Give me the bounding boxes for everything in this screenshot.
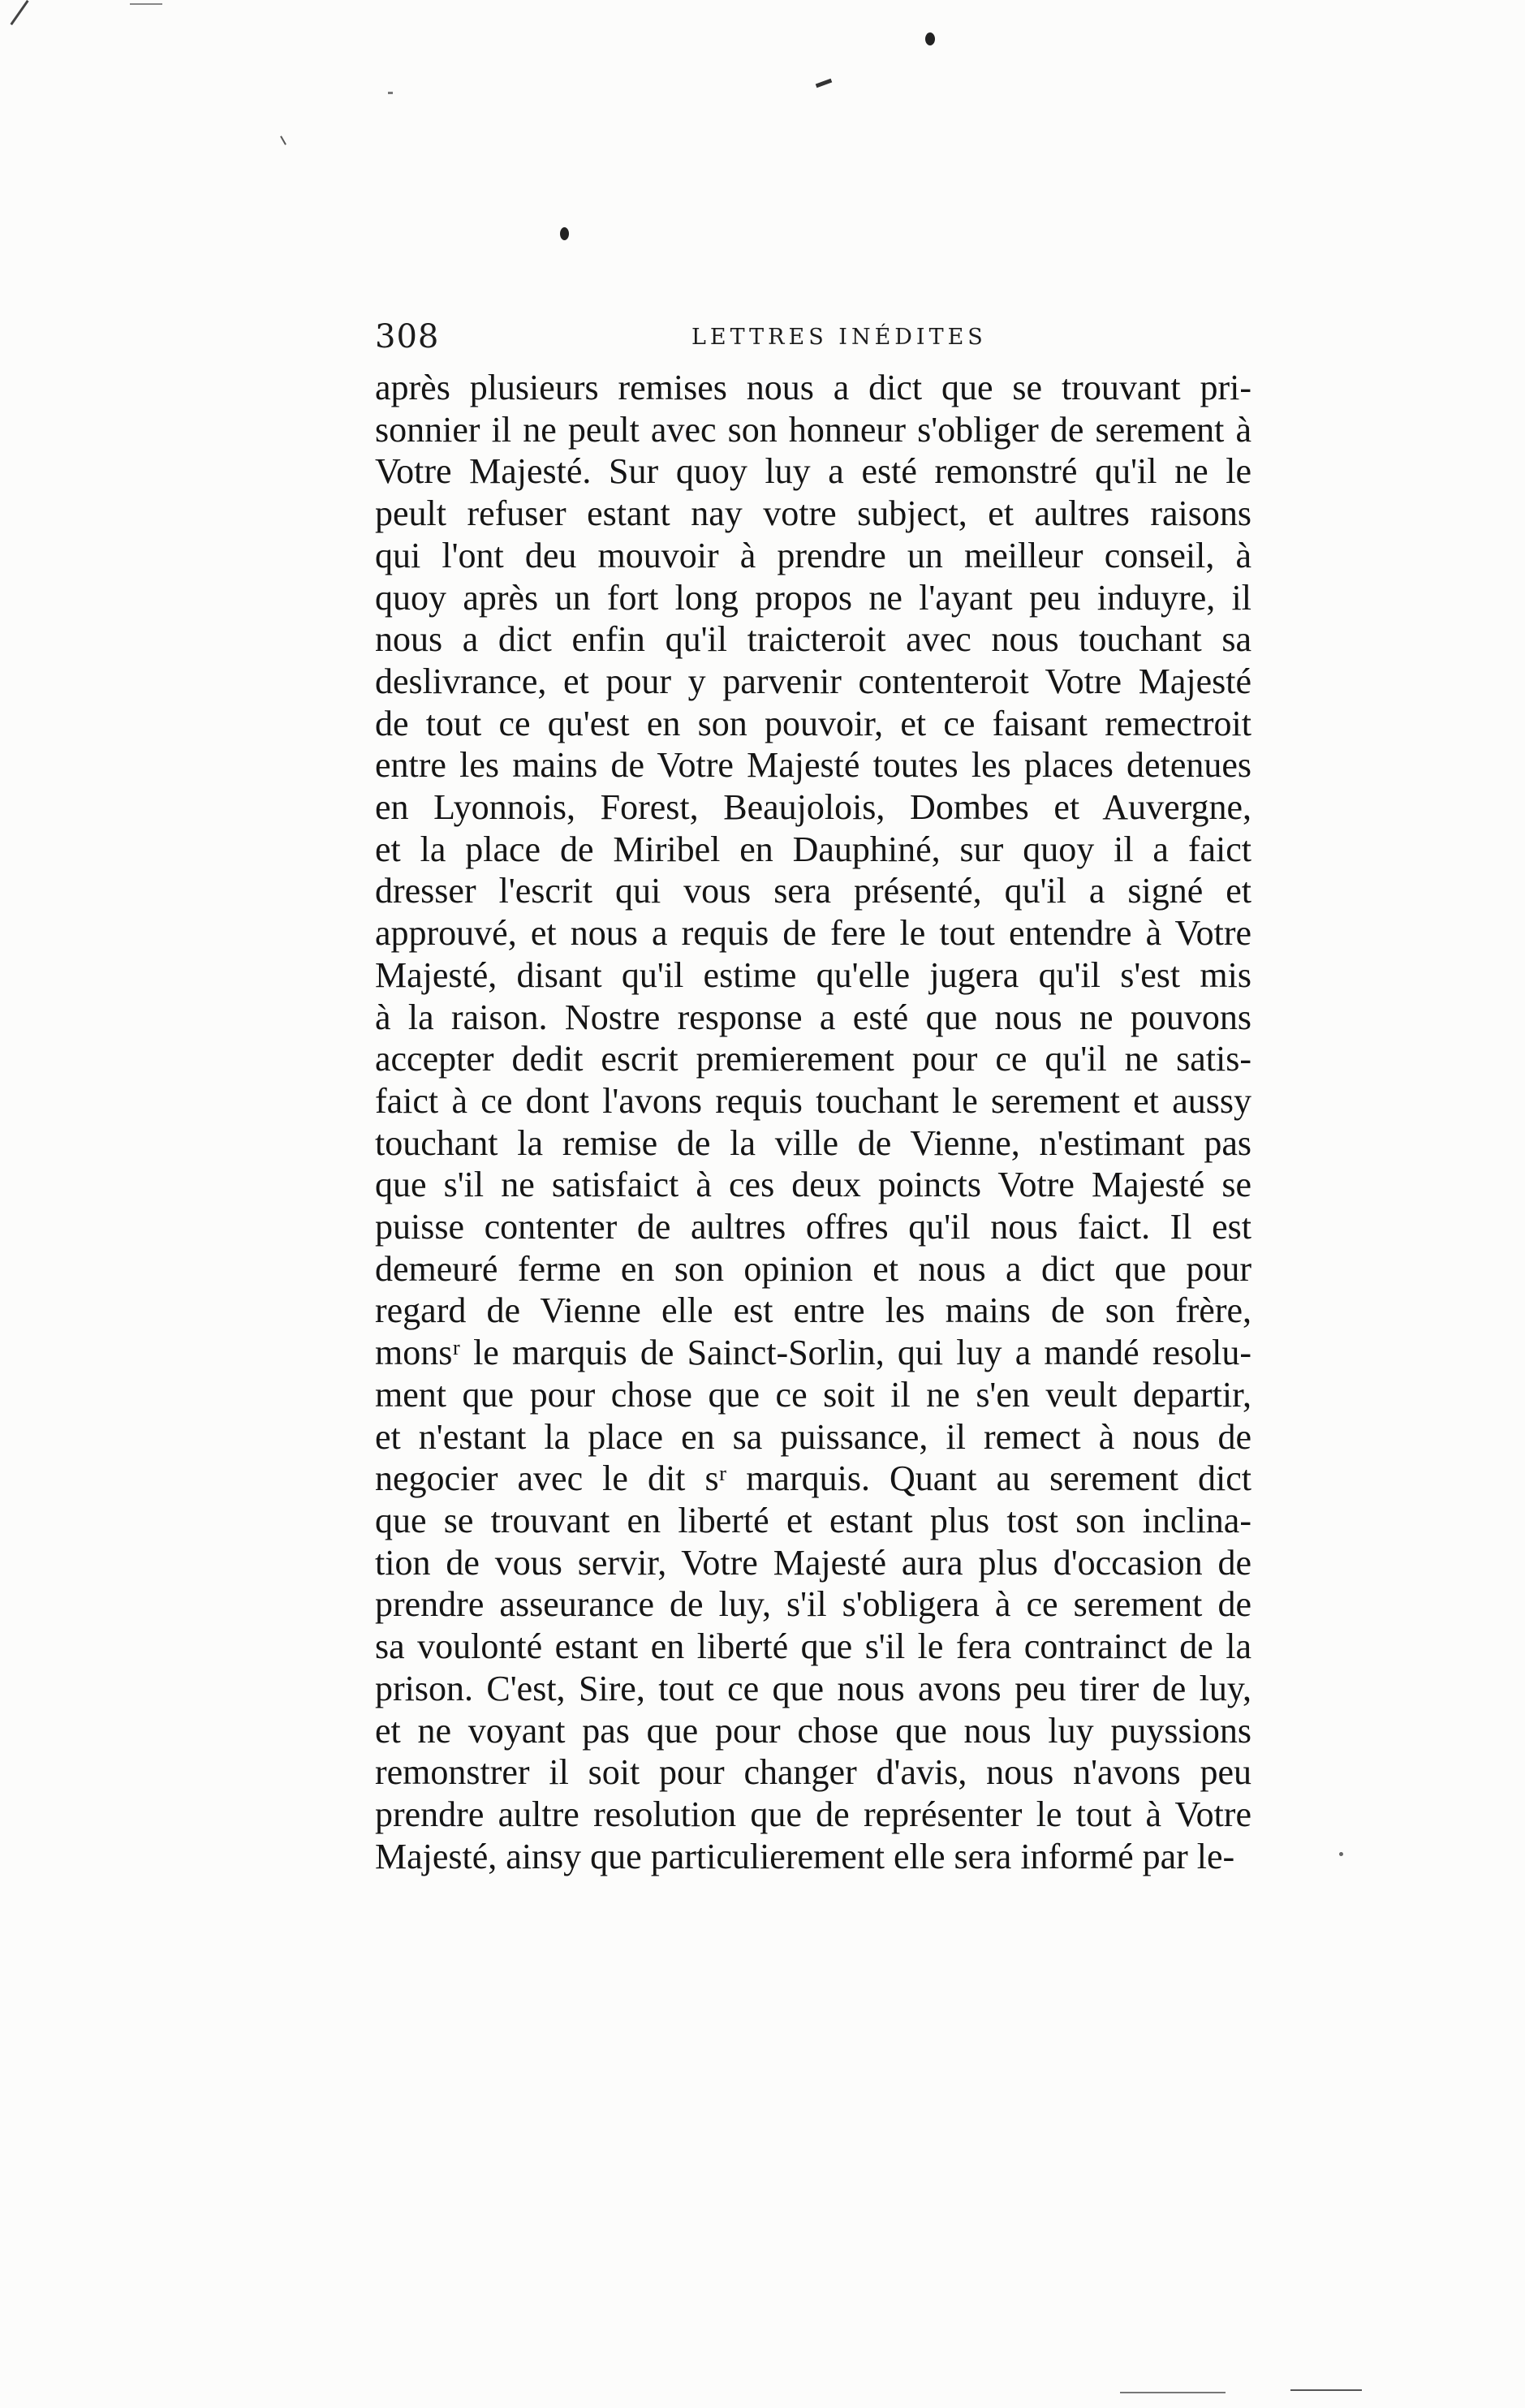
text-line: deslivrance, et pour y parvenir contenteroit Votre Majesté xyxy=(375,661,1251,701)
text-line: à la raison. Nostre response a esté que nous ne pouvons xyxy=(375,997,1251,1037)
text-line: quoy après un fort long propos ne l'ayant peu induyre, il xyxy=(375,577,1251,618)
body-text xyxy=(375,367,1251,1877)
text-line: et n'estant la place en sa puissance, il remect à nous de xyxy=(375,1416,1251,1457)
text-line: monsʳ le marquis de Sainct-Sorlin, qui luy a mandé resolu- xyxy=(375,1333,1251,1373)
scan-mark-bottom-rule xyxy=(1120,2392,1226,2393)
text-line: prendre aultre resolution que de représenter le tout à Votre xyxy=(375,1794,1251,1834)
text-line: regard de Vienne elle est entre les mains de son frère, xyxy=(375,1290,1251,1331)
text-line: et ne voyant pas que pour chose que nous luy puyssions xyxy=(375,1710,1251,1751)
scan-mark-bottom-rule xyxy=(1290,2389,1362,2391)
text-line: approuvé, et nous a requis de fere le tout entendre à Votre xyxy=(375,913,1251,954)
text-line: peult refuser estant nay votre subject, et aultres raisons xyxy=(375,493,1251,534)
scan-mark-top-dash xyxy=(130,3,162,5)
text-line: sa voulonté estant en liberté que s'il le fera contrainct de la xyxy=(375,1626,1251,1667)
text-line: touchant la remise de la ville de Vienne, n'estimant pas xyxy=(375,1122,1251,1163)
running-head: LETTRES INÉDITES xyxy=(691,325,987,350)
scan-mark xyxy=(280,136,286,144)
text-line: Votre Majesté. Sur quoy luy a esté remonstré qu'il ne le xyxy=(375,451,1251,492)
scan-speck xyxy=(1339,1852,1343,1856)
text-line: ment que pour chose que ce soit il ne s'en veult departir, xyxy=(375,1374,1251,1415)
scan-mark xyxy=(388,92,393,94)
text-line: remonstrer il soit pour changer d'avis, nous n'avons peu xyxy=(375,1752,1251,1793)
text-line: puisse contenter de aultres offres qu'il nous faict. Il est xyxy=(375,1207,1251,1247)
page-header xyxy=(375,318,1268,367)
text-line: Majesté, disant qu'il estime qu'elle jugera qu'il s'est mis xyxy=(375,954,1251,995)
text-line: prison. C'est, Sire, tout ce que nous avons peu tirer de luy, xyxy=(375,1668,1251,1708)
page-number: 308 xyxy=(375,318,440,355)
text-line: de tout ce qu'est en son pouvoir, et ce faisant remectroit xyxy=(375,703,1251,743)
text-line: dresser l'escrit qui vous sera présenté, qu'il a signé et xyxy=(375,871,1251,911)
text-line: entre les mains de Votre Majesté toutes les places detenues xyxy=(375,745,1251,786)
text-line: après plusieurs remises nous a dict que se trouvant pri- xyxy=(375,368,1251,407)
scan-mark xyxy=(816,79,833,88)
text-line: que s'il ne satisfaict à ces deux poincts Votre Majesté se xyxy=(375,1165,1251,1205)
text-line: negocier avec le dit sʳ marquis. Quant au serement dict xyxy=(375,1458,1251,1499)
text-line: que se trouvant en liberté et estant plus tost son inclina- xyxy=(375,1500,1251,1540)
text-line: et la place de Miribel en Dauphiné, sur quoy il a faict xyxy=(375,829,1251,869)
text-line: tion de vous servir, Votre Majesté aura plus d'occasion de xyxy=(375,1542,1251,1583)
text-line: prendre asseurance de luy, s'il s'obligera à ce serement de xyxy=(375,1584,1251,1625)
text-line: faict à ce dont l'avons requis touchant le serement et aussy xyxy=(375,1080,1251,1121)
text-line: en Lyonnois, Forest, Beaujolois, Dombes et Auvergne, xyxy=(375,787,1251,828)
text-line: accepter dedit escrit premierement pour ce qu'il ne satis- xyxy=(375,1039,1251,1079)
text-line: qui l'ont deu mouvoir à prendre un meilleur conseil, à xyxy=(375,535,1251,575)
text-line: nous a dict enfin qu'il traicteroit avec nous touchant sa xyxy=(375,619,1251,660)
scan-speck xyxy=(560,227,569,240)
text-line: sonnier il ne peult avec son honneur s'obliger de serement à xyxy=(375,409,1251,450)
text-line: demeuré ferme en son opinion et nous a dict que pour xyxy=(375,1248,1251,1289)
scan-mark-top-left xyxy=(10,0,28,25)
scan-speck xyxy=(925,32,935,45)
text-line: Majesté, ainsy que particulierement elle sera informé par le- xyxy=(375,1836,1235,1876)
